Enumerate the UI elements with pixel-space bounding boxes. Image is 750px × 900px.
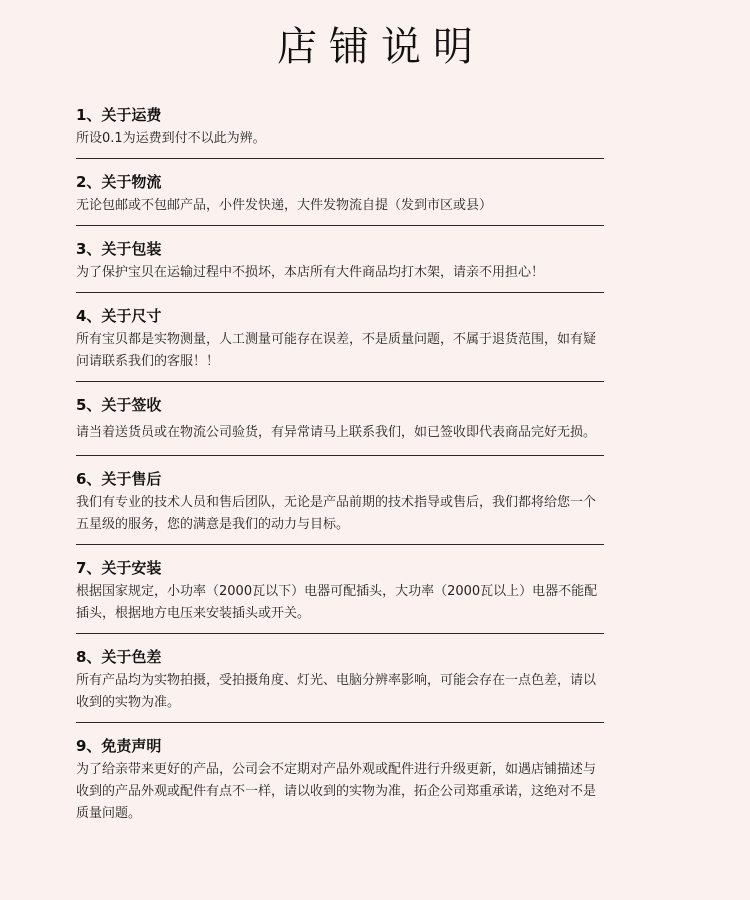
section-shipping-fee xyxy=(76,104,604,159)
section-installation xyxy=(76,557,604,634)
section-logistics xyxy=(76,171,604,226)
section-receipt xyxy=(76,394,604,456)
section-body: 所有产品均为实物拍摄，受拍摄角度、灯光、电脑分辨率影响，可能会存在一点色差，请以收到的实物为准。 xyxy=(76,673,597,710)
section-heading: 1、关于运费 xyxy=(76,106,162,124)
section-body: 无论包邮或不包邮产品，小件发快递，大件发物流自提（发到市区或县） xyxy=(76,198,493,213)
section-body: 为了保护宝贝在运输过程中不损坏，本店所有大件商品均打木架，请亲不用担心！ xyxy=(76,265,545,280)
section-color-difference xyxy=(76,646,604,723)
section-heading: 9、免责声明 xyxy=(76,737,162,755)
section-heading: 4、关于尺寸 xyxy=(76,307,162,325)
section-heading: 3、关于包装 xyxy=(76,240,162,258)
section-body: 根据国家规定，小功率（2000瓦以下）电器可配插头，大功率（2000瓦以上）电器不能配插头，根据地方电压来安装插头或开关。 xyxy=(76,584,598,621)
notice-sections xyxy=(76,104,604,845)
section-heading: 6、关于售后 xyxy=(76,470,162,488)
section-body: 所有宝贝都是实物测量，人工测量可能存在误差，不是质量问题，不属于退货范围，如有疑问请联系我们的客服！！ xyxy=(76,332,597,369)
section-body: 所设0.1为运费到付不以此为辨。 xyxy=(76,131,266,146)
section-heading: 8、关于色差 xyxy=(76,648,162,666)
section-body: 为了给亲带来更好的产品，公司会不定期对产品外观或配件进行升级更新，如遇店铺描述与收到的产品外观或配件有点不一样，请以收到的实物为准，拓企公司郑重承诺，这绝对不是质量问题。 xyxy=(76,762,597,821)
section-after-sales xyxy=(76,468,604,545)
section-heading: 2、关于物流 xyxy=(76,173,162,191)
section-packaging xyxy=(76,238,604,293)
section-heading: 7、关于安装 xyxy=(76,559,162,577)
section-disclaimer xyxy=(76,735,604,833)
section-body: 我们有专业的技术人员和售后团队，无论是产品前期的技术指导或售后，我们都将给您一个五星级的服务，您的满意是我们的动力与目标。 xyxy=(76,495,597,532)
page-title: 店铺说明 xyxy=(277,24,485,70)
section-size xyxy=(76,305,604,382)
section-body: 请当着送货员或在物流公司验货，有异常请马上联系我们，如已签收即代表商品完好无损。 xyxy=(76,425,597,440)
section-heading: 5、关于签收 xyxy=(76,396,162,414)
